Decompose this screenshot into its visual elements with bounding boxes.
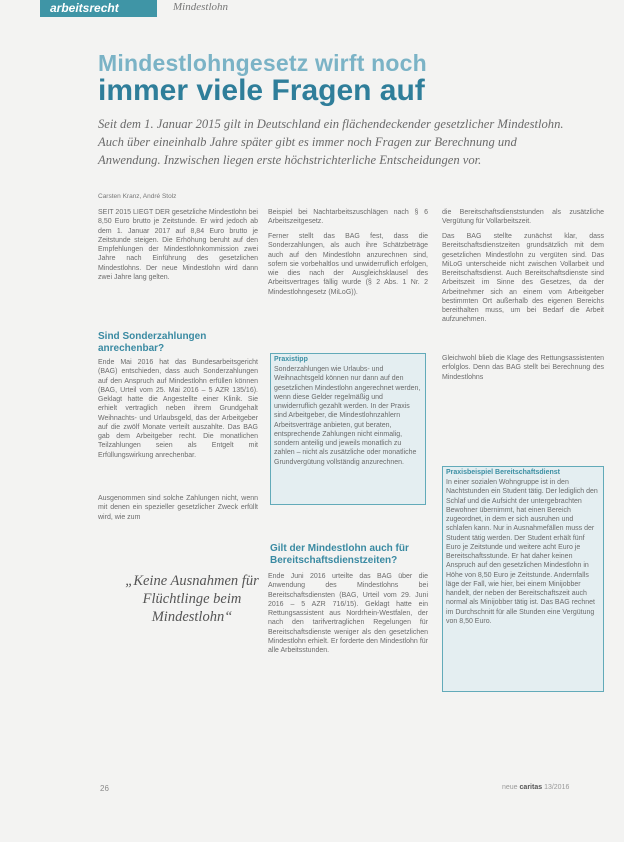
column-1-text-2: Ausgenommen sind solche Zahlungen nicht, wenn mit denen ein spezieller gesetzlicher Zweck erfüllt wird, wie zum bbox=[98, 495, 258, 521]
column-2-text-2: Ferner stellt das BAG fest, dass die Sonderzahlungen, als auch ihre Schätzbeträge auch auf den Mindestlohn anzurechnen sind, sofern sie vorbehaltlos und unwiderruflich erfolgen, wie dies nach der Ausgleichsklausel des Arbeitsvertrages fällig wurde (§ 2 Abs. 1 Nr. 2 Mindestlohngesetz (MiLoG)). bbox=[268, 233, 428, 296]
praxistipp-heading: Praxistipp bbox=[274, 356, 308, 363]
column-3-text-2: Das BAG stellte zunächst klar, dass Bereitschaftsdienstzeiten grundsätzlich mit dem gesetzlichen Mindestlohn zu vergüten sind. Das MiLoG unterscheide nicht zwischen Vollarbeit und Bereitschaftsdienst. Auch Bereitschaftsdienste sind Arbeitszeit im Sinne des Gesetzes, da der Arbeitnehmer sich an einem vom Arbeitgeber bestimmten Ort außerhalb des eigenen Bereichs bereithalten muss, um bei Bedarf die Arbeit aufzunehmen. bbox=[442, 233, 604, 324]
praxistipp-box bbox=[270, 353, 426, 505]
subhead-bereitschaft: Gilt der Mindestlohn auch für Bereitschaftsdienstzeiten? bbox=[270, 543, 409, 566]
publication-prefix: neue bbox=[502, 784, 518, 791]
title-line-2: immer viele Fragen auf bbox=[98, 74, 425, 107]
column-1-intro: SEIT 2015 LIEGT DER gesetzliche Mindestlohn bei 8,50 Euro brutto je Zeitstunde. Er wird jedoch ab dem 1. Januar 2017 auf 8,84 Euro brutto je Zeitstunde steigen. Die Erhöhung beruht auf den Empfehlungen der Mindestlohnkommission zwei Jahre nach Einführung des gesetzlichen Mindestlohns. Der neue Mindestlohn wird dann zwei Jahre lang gelten. bbox=[98, 209, 258, 281]
subhead-sonderzahlungen: Sind Sonderzahlungen anrechenbar? bbox=[98, 331, 207, 354]
publication-issue: 13/2016 bbox=[544, 784, 570, 791]
praxisbeispiel-box bbox=[442, 466, 604, 692]
praxisbeispiel-heading: Praxisbeispiel Bereitschaftsdienst bbox=[446, 469, 560, 476]
footer-publication bbox=[502, 784, 569, 791]
page-number: 26 bbox=[100, 784, 109, 793]
authors: Carsten Kranz, André Stolz bbox=[98, 193, 177, 200]
header-bar bbox=[0, 0, 624, 17]
column-2-text-3: Ende Juni 2016 urteilte das BAG über die Anwendung des Mindestlohns bei Bereitschaftsdiensten (BAG, Urteil vom 29. Juni 2016 – 5 AZR 716/15). Geklagt hatte ein Rettungsassistent aus Nordrhein-Westfalen, der nach den tarifvertraglichen Regelungen für Bereitschaftsdienste weniger als den gesetzlichen Mindestlohn erhielt. Er forderte den Mindestlohn für alle Arbeitsstunden. bbox=[268, 573, 428, 654]
lead-paragraph: Seit dem 1. Januar 2015 gilt in Deutschland ein flächendeckender gesetzlicher Mindestlohn. Auch über eineinhalb Jahre später gibt es immer noch Fragen zur Berechnung und Anwendung. Inzwischen liegen erste höchstrichterliche Entscheidungen vor. bbox=[98, 117, 564, 167]
column-3-text-3: Gleichwohl blieb die Klage des Rettungsassistenten erfolglos. Denn das BAG stellt bei Berechnung des Mindestlohns bbox=[442, 355, 604, 381]
subsection-label: Mindestlohn bbox=[173, 1, 228, 13]
column-1-text-1: Ende Mai 2016 hat das Bundesarbeitsgericht (BAG) entschieden, dass auch Sonderzahlungen auf den Anspruch auf Mindestlohn erfüllen können (BAG, Urteil vom 25. Mai 2016 – 5 AZR 135/16). Geklagt hatte die Angestellte einer Klinik. Sie erhielt vertraglich neben ihrem Grundgehalt Weihnachts- und Urlaubsgeld, das der Arbeitgeber auf die zwölf Monate verteilt auszahlte. Das BAG gab dem Arbeitgeber recht. Die monatlichen Teilzahlungen seien als Entgelt mit Erfüllungswirkung anrechenbar. bbox=[98, 359, 258, 459]
column-2-text-1: Beispiel bei Nachtarbeitszuschlägen nach § 6 Arbeitszeitgesetz. bbox=[268, 209, 428, 226]
pull-quote: „Keine Ausnahmen für Flüchtlinge beim Mindestlohn“ bbox=[125, 573, 259, 625]
column-3-text-1: die Bereitschaftsdienststunden als zusätzliche Vergütung für Vollarbeitszeit. bbox=[442, 209, 604, 226]
title-line-1: Mindestlohngesetz wirft noch bbox=[98, 50, 427, 76]
publication-name: caritas bbox=[519, 784, 543, 791]
praxistipp-text: Sonderzahlungen wie Urlaubs- und Weihnachtsgeld können nur dann auf den gesetzlichen Mindestlohn angerechnet werden, wenn diese Gelder regelmäßig und unwiderruflich gezahlt werden. In der Praxis sind Arbeitgeber, die Mindestlohnzahlern Arbeitsverträge anbieten, gut beraten, entsprechende Zahlungen nicht einmalig, sondern anteilig und jeweils monatlich zu zahlen – nicht als zusätzliche oder monatliche Grundvergütung vollständig anzurechnen. bbox=[274, 366, 421, 466]
section-tag: arbeitsrecht bbox=[40, 0, 157, 17]
praxisbeispiel-text: In einer sozialen Wohngruppe ist in den Nachtstunden ein Student tätig. Der lediglich den Schlaf und die Aufsicht der untergebrachten Bewohner übernimmt, hat einen Bereich zugeordnet, in dem er sich ausruhen und schlafen kann. Nur in Ausnahmefällen muss der Student tätig werden. Der Student erhält fünf Euro je Zeitstunde und weitere acht Euro je Bereitschaftsstunde. Er hat daher keinen Anspruch auf den gesetzlichen Mindestlohn in Höhe von 8,50 Euro je Zeitstunde. Andernfalls läge der Fall, wie hier, bei einem Minijobber handelt, der neben der Bereitschaftszeit auch normal als Minijobber tätig ist. Das BAG rechnet im Durchschnitt für alle Stunden eine Vergütung von 8,50 Euro. bbox=[446, 479, 598, 625]
